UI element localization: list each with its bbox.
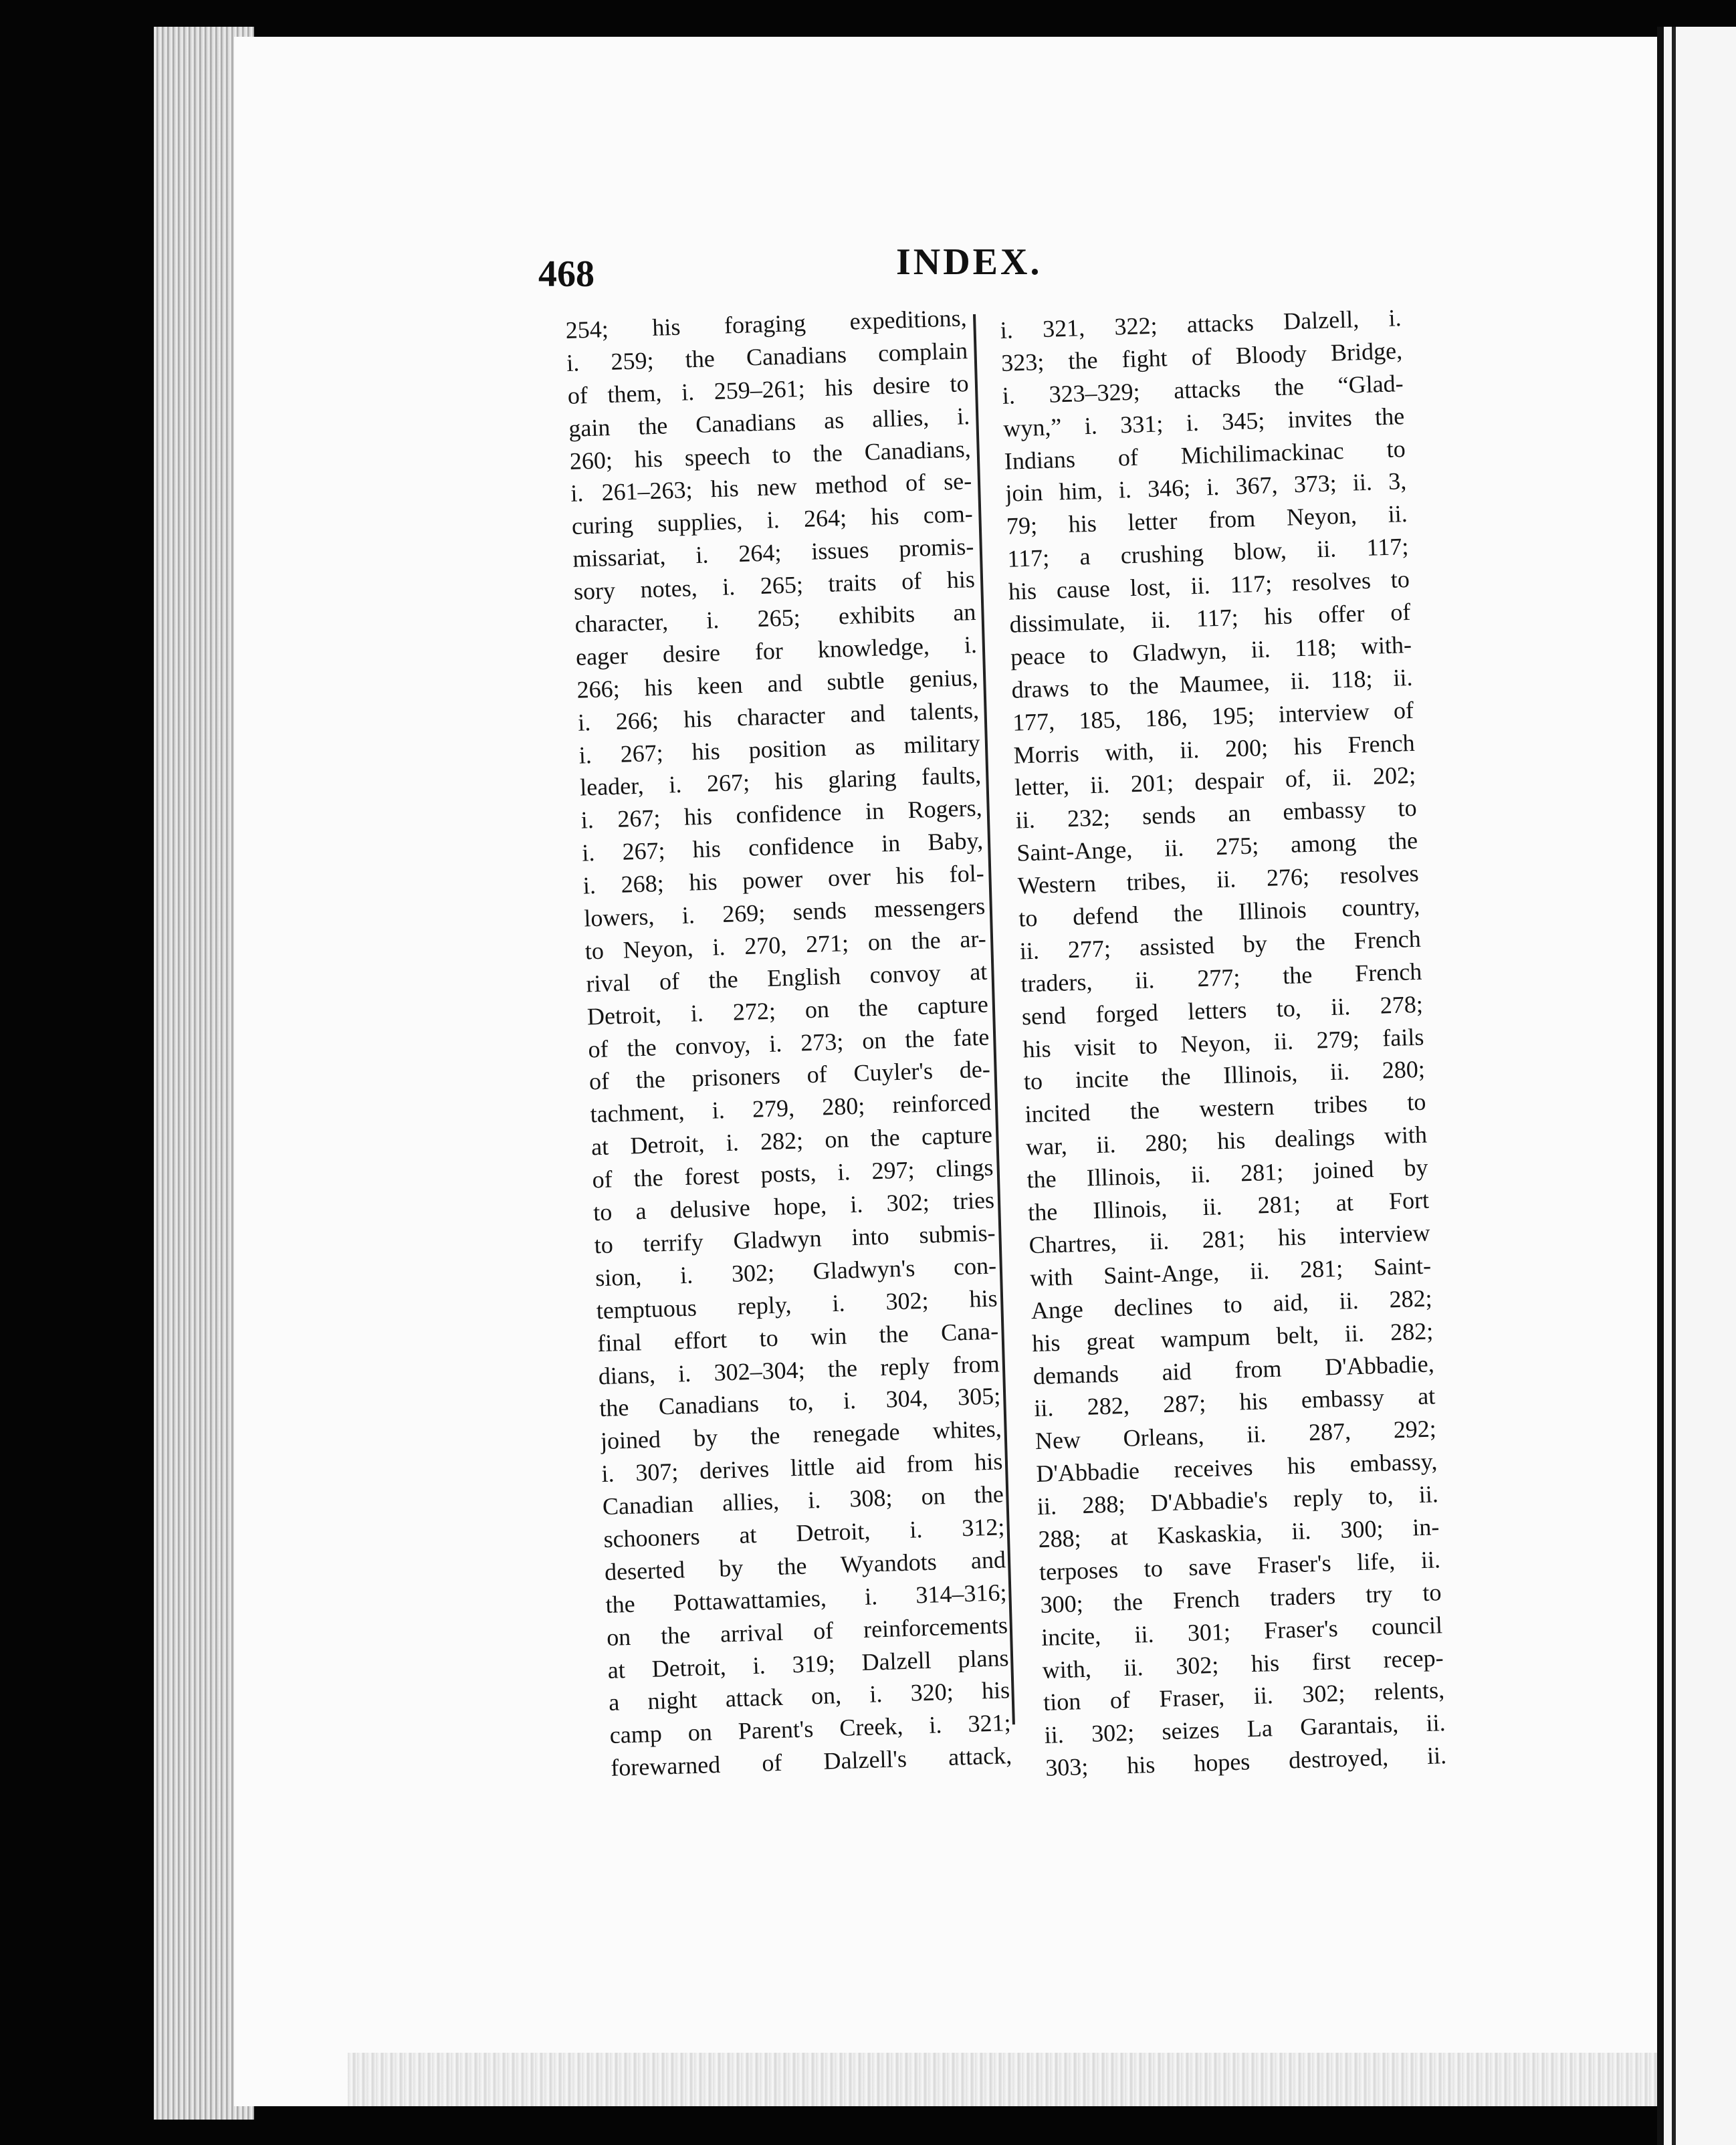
index-column-right: [1000, 302, 1447, 1785]
index-line: war, ii. 280; his dealings with: [1025, 1121, 1428, 1161]
index-line: the Canadians to, i. 304, 305;: [599, 1382, 1001, 1422]
index-line: i. 323–329; attacks the “Glad-: [1002, 369, 1404, 409]
index-line: i. 267; his position as military: [578, 729, 981, 769]
index-line: 300; the French traders try to: [1040, 1578, 1442, 1618]
index-line: ii. 232; sends an embassy to: [1015, 794, 1418, 834]
index-line: i. 321, 322; attacks Dalzell, i.: [1000, 304, 1402, 344]
gutter-shadow: [1657, 27, 1664, 2145]
index-line: with Saint-Ange, ii. 281; Saint-: [1029, 1252, 1432, 1292]
index-line: of them, i. 259–261; his desire to: [567, 369, 970, 409]
index-line: the Illinois, ii. 281; at Fort: [1027, 1186, 1430, 1226]
index-line: gain the Canadians as allies, i.: [568, 402, 970, 442]
index-line: Indians of Michilimackinac to: [1004, 435, 1406, 475]
index-line: i. 268; his power over his fol-: [582, 859, 985, 899]
index-line: 266; his keen and subtle genius,: [576, 663, 978, 703]
index-line: Canadian allies, i. 308; on the: [602, 1480, 1004, 1520]
index-line: 117; a crushing blow, ii. 117;: [1006, 533, 1409, 573]
index-line: tachment, i. 279, 280; reinforced: [589, 1088, 992, 1128]
index-line: Morris with, ii. 200; his French: [1013, 729, 1416, 769]
index-line: of the prisoners of Cuyler's de-: [588, 1056, 991, 1095]
index-line: D'Abbadie receives his embassy,: [1035, 1448, 1438, 1488]
index-line: final effort to win the Cana-: [596, 1317, 999, 1357]
index-line: i. 267; his confidence in Baby,: [581, 827, 984, 867]
index-line: peace to Gladwyn, ii. 118; with-: [1010, 631, 1412, 671]
index-line: sion, i. 302; Gladwyn's con-: [594, 1252, 997, 1292]
index-line: 79; his letter from Neyon, ii.: [1006, 500, 1408, 540]
index-line: at Detroit, i. 282; on the capture: [590, 1121, 993, 1161]
index-line: i. 259; the Canadians complain: [566, 337, 968, 376]
index-line: traders, ii. 277; the French: [1020, 957, 1422, 998]
index-line: joined by the renegade whites,: [600, 1415, 1002, 1455]
index-line: incited the western tribes to: [1024, 1088, 1426, 1128]
index-line: i. 261–263; his new method of se-: [570, 467, 972, 507]
index-column-left: [565, 302, 1012, 1785]
index-line: letter, ii. 201; despair of, ii. 202;: [1014, 762, 1416, 802]
index-line: character, i. 265; exhibits an: [574, 598, 976, 638]
index-line: on the arrival of reinforcements: [606, 1611, 1008, 1651]
index-line: Saint-Ange, ii. 275; among the: [1016, 827, 1418, 867]
index-line: camp on Parent's Creek, i. 321;: [609, 1709, 1012, 1749]
index-line: deserted by the Wyandots and: [604, 1546, 1006, 1585]
index-line: of the forest posts, i. 297; clings: [592, 1153, 994, 1194]
index-line: i. 307; derives little aid from his: [601, 1448, 1003, 1488]
index-line: wyn,” i. 331; i. 345; invites the: [1002, 402, 1405, 442]
index-line: to terrify Gladwyn into submis-: [594, 1219, 996, 1259]
index-line: dissimulate, ii. 117; his offer of: [1008, 598, 1411, 638]
index-line: Western tribes, ii. 276; resolves: [1017, 859, 1420, 899]
index-line: forewarned of Dalzell's attack,: [610, 1742, 1012, 1782]
index-line: the Pottawattamies, i. 314–316;: [605, 1578, 1007, 1618]
index-line: with, ii. 302; his first recep-: [1042, 1644, 1444, 1684]
index-line: to a delusive hope, i. 302; tries: [592, 1186, 995, 1226]
index-line: ii. 288; D'Abbadie's reply to, ii.: [1037, 1480, 1439, 1520]
index-line: i. 267; his confidence in Rogers,: [580, 794, 983, 834]
index-line: Detroit, i. 272; on the capture: [586, 990, 989, 1030]
index-line: the Illinois, ii. 281; joined by: [1026, 1153, 1429, 1194]
index-line: draws to the Maumee, ii. 118; ii.: [1011, 663, 1413, 703]
page-bottom-edge: [348, 2053, 1658, 2106]
index-line: temptuous reply, i. 302; his: [596, 1284, 998, 1324]
index-line: leader, i. 267; his glaring faults,: [579, 762, 982, 802]
index-line: at Detroit, i. 319; Dalzell plans: [607, 1644, 1010, 1684]
index-line: terposes to save Fraser's life, ii.: [1039, 1546, 1441, 1585]
index-line: lowers, i. 269; sends messengers: [583, 892, 986, 932]
gutter-line: [1672, 27, 1676, 2145]
index-line: rival of the English convoy at: [585, 957, 988, 998]
index-line: 323; the fight of Bloody Bridge,: [1000, 337, 1403, 376]
page-number: 468: [538, 253, 594, 295]
index-line: a night attack on, i. 320; his: [608, 1676, 1010, 1716]
index-line: of the convoy, i. 273; on the fate: [587, 1023, 990, 1063]
index-line: ii. 302; seizes La Garantais, ii.: [1044, 1709, 1446, 1749]
index-line: dians, i. 302–304; the reply from: [598, 1349, 1000, 1389]
index-line: 177, 185, 186, 195; interview of: [1012, 696, 1414, 736]
index-line: Ange declines to aid, ii. 282;: [1030, 1284, 1433, 1324]
index-line: his cause lost, ii. 117; resolves to: [1008, 566, 1410, 605]
index-line: schooners at Detroit, i. 312;: [603, 1513, 1005, 1553]
index-line: incite, ii. 301; Fraser's council: [1041, 1611, 1443, 1651]
index-line: join him, i. 346; i. 367, 373; ii. 3,: [1004, 467, 1407, 507]
index-line: missariat, i. 264; issues promis-: [572, 533, 974, 573]
index-line: sory notes, i. 265; traits of his: [573, 566, 976, 605]
index-line: demands aid from D'Abbadie,: [1033, 1349, 1435, 1389]
index-line: 288; at Kaskaskia, ii. 300; in-: [1037, 1513, 1440, 1553]
index-line: curing supplies, i. 264; his com-: [571, 500, 974, 540]
index-line: ii. 277; assisted by the French: [1019, 925, 1422, 965]
index-line: his great wampum belt, ii. 282;: [1031, 1317, 1434, 1357]
index-line: to incite the Illinois, ii. 280;: [1023, 1056, 1426, 1095]
index-line: 254; his foraging expeditions,: [565, 304, 968, 344]
index-line: eager desire for knowledge, i.: [575, 631, 978, 671]
index-line: i. 266; his character and talents,: [577, 696, 980, 736]
index-line: tion of Fraser, ii. 302; relents,: [1043, 1676, 1445, 1716]
index-line: to Neyon, i. 270, 271; on the ar-: [584, 925, 987, 965]
index-line: send forged letters to, ii. 278;: [1021, 990, 1424, 1030]
index-line: his visit to Neyon, ii. 279; fails: [1022, 1023, 1424, 1063]
index-line: Chartres, ii. 281; his interview: [1028, 1219, 1431, 1259]
index-line: 303; his hopes destroyed, ii.: [1045, 1742, 1447, 1782]
index-line: to defend the Illinois country,: [1018, 892, 1420, 932]
index-line: 260; his speech to the Canadians,: [569, 435, 972, 475]
running-head: INDEX.: [896, 241, 1043, 283]
index-line: ii. 282, 287; his embassy at: [1033, 1382, 1436, 1422]
facing-page-edge: [1657, 27, 1736, 2145]
index-line: New Orleans, ii. 287, 292;: [1035, 1415, 1437, 1455]
